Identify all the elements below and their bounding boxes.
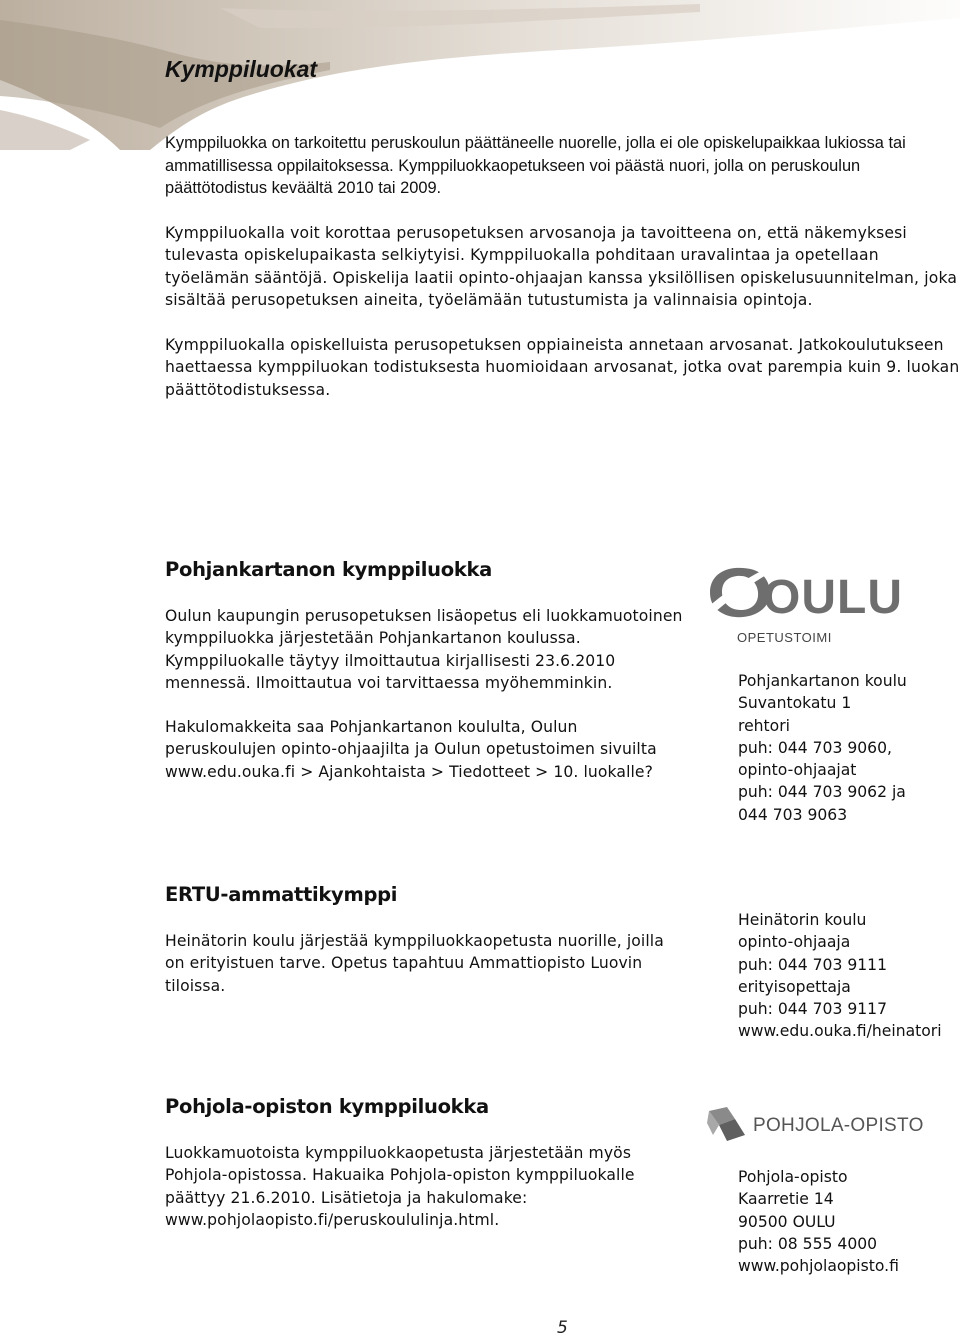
- contact-line: Kaarretie 14: [738, 1190, 834, 1209]
- pohjankartano-contact: [738, 670, 960, 826]
- intro-paragraph-1: Kymppiluokka on tarkoitettu peruskoulun päättäneelle nuorelle, jolla ei ole opiskelupaikkaa lukiossa tai ammatillisessa oppilaitoksessa. Kymppiluokkaopetukseen voi päästä nuori, jolla on peruskoulun päättötodistus keväältä 2010 tai 2009.: [165, 134, 906, 197]
- contact-url[interactable]: www.edu.ouka.fi/heinatori: [738, 1022, 942, 1041]
- section-heading: ERTU-ammattikymppi: [165, 883, 398, 906]
- contact-line: puh: 044 703 9062 ja: [738, 783, 906, 802]
- section-pohjankartano: [165, 558, 685, 805]
- intro-text: [165, 132, 960, 423]
- contact-line: puh: 044 703 9111: [738, 955, 888, 974]
- contact-url[interactable]: www.pohjolaopisto.fi: [738, 1257, 899, 1276]
- section-paragraph: Oulun kaupungin perusopetuksen lisäopetus eli luokkamuotoinen kymppiluokka järjestetään Pohjankartanon koulussa. Kymppiluokalle täytyy ilmoittautua kirjallisesti 23.6.2010 mennessä. Ilmoittautua voi tarvittaessa myöhemminkin.: [165, 607, 683, 692]
- contact-line: puh: 08 555 4000: [738, 1234, 878, 1253]
- ertu-contact: [738, 909, 960, 1043]
- oulu-logo-wordmark: OULU: [763, 571, 903, 624]
- contact-line: 044 703 9063: [738, 805, 848, 824]
- contact-line: erityisopettaja: [738, 977, 851, 996]
- contact-line: Heinätorin koulu: [738, 911, 867, 929]
- contact-line: opinto-ohjaajat: [738, 761, 857, 780]
- contact-line: Pohjola-opisto: [738, 1168, 848, 1186]
- section-pohjola: [165, 1095, 665, 1253]
- page-number: 5: [557, 1318, 568, 1338]
- section-heading: Pohjola-opiston kymppiluokka: [165, 1095, 489, 1118]
- contact-line: Suvantokatu 1: [738, 694, 852, 713]
- contact-line: 90500 OULU: [738, 1212, 836, 1231]
- contact-line: puh: 044 703 9117: [738, 1000, 888, 1019]
- section-paragraph: Luokkamuotoista kymppiluokkaopetusta järjestetään myös Pohjola-opistossa. Hakuaika Pohjola-opiston kymppiluokalle päättyy 21.6.2010. Lisätietoja ja hakulomake: www.pohjolaopisto.fi/peruskoululinja.html.: [165, 1144, 635, 1229]
- contact-line: rehtori: [738, 716, 790, 735]
- contact-line: Pohjankartanon koulu: [738, 672, 907, 690]
- pohjola-contact: [738, 1166, 960, 1277]
- section-paragraph: Heinätorin koulu järjestää kymppiluokkaopetusta nuorille, joilla on erityistuen tarve. Opetus tapahtuu Ammattiopisto Luovin tiloissa.: [165, 932, 664, 995]
- oulu-logo-subtitle: OPETUSTOIMI: [737, 630, 832, 645]
- intro-paragraph-2: Kymppiluokalla voit korottaa perusopetuksen arvosanoja ja tavoitteena on, että näkemyksesi tulevasta opiskelupaikasta selkiytyisi. Kymppiluokalla pohditaan uravalintaa ja opetellaan työelämän sääntöjä. Opiskelija laatii opinto-ohjaajan kanssa yksilöllisen opiskelusuunnitelman, joka sisältää perusopetuksen aineita, työelämään tutustumista ja valinnaisia opintoja.: [165, 223, 958, 309]
- pohjola-opisto-logo: [705, 1105, 945, 1145]
- oulu-logo-graphic: [705, 562, 903, 652]
- section-heading: Pohjankartanon kymppiluokka: [165, 558, 493, 581]
- page-title: Kymppiluokat: [165, 56, 318, 82]
- brush-stroke-decoration: [0, 0, 960, 150]
- pohjola-logo-wordmark: POHJOLA-OPISTO: [753, 1115, 924, 1136]
- contact-line: puh: 044 703 9060,: [738, 738, 892, 757]
- section-ertu: [165, 883, 665, 1019]
- pohjola-logo-graphic: [705, 1105, 945, 1145]
- section-paragraph: Hakulomakkeita saa Pohjankartanon koululta, Oulun peruskoulujen opinto-ohjaajilta ja Oulun opetustoimen sivuilta www.edu.ouka.fi > Ajankohtaista > Tiedotteet > 10. luokalle?: [165, 718, 657, 781]
- contact-line: opinto-ohjaaja: [738, 933, 851, 952]
- oulu-logo: [705, 562, 903, 652]
- intro-paragraph-3: Kymppiluokalla opiskelluista perusopetuksen oppiaineista annetaan arvosanat. Jatkokoulutukseen haettaessa kymppiluokan todistuksesta huomioidaan arvosanat, jotka ovat parempia kuin 9. luokan päättötodistuksessa.: [165, 335, 960, 399]
